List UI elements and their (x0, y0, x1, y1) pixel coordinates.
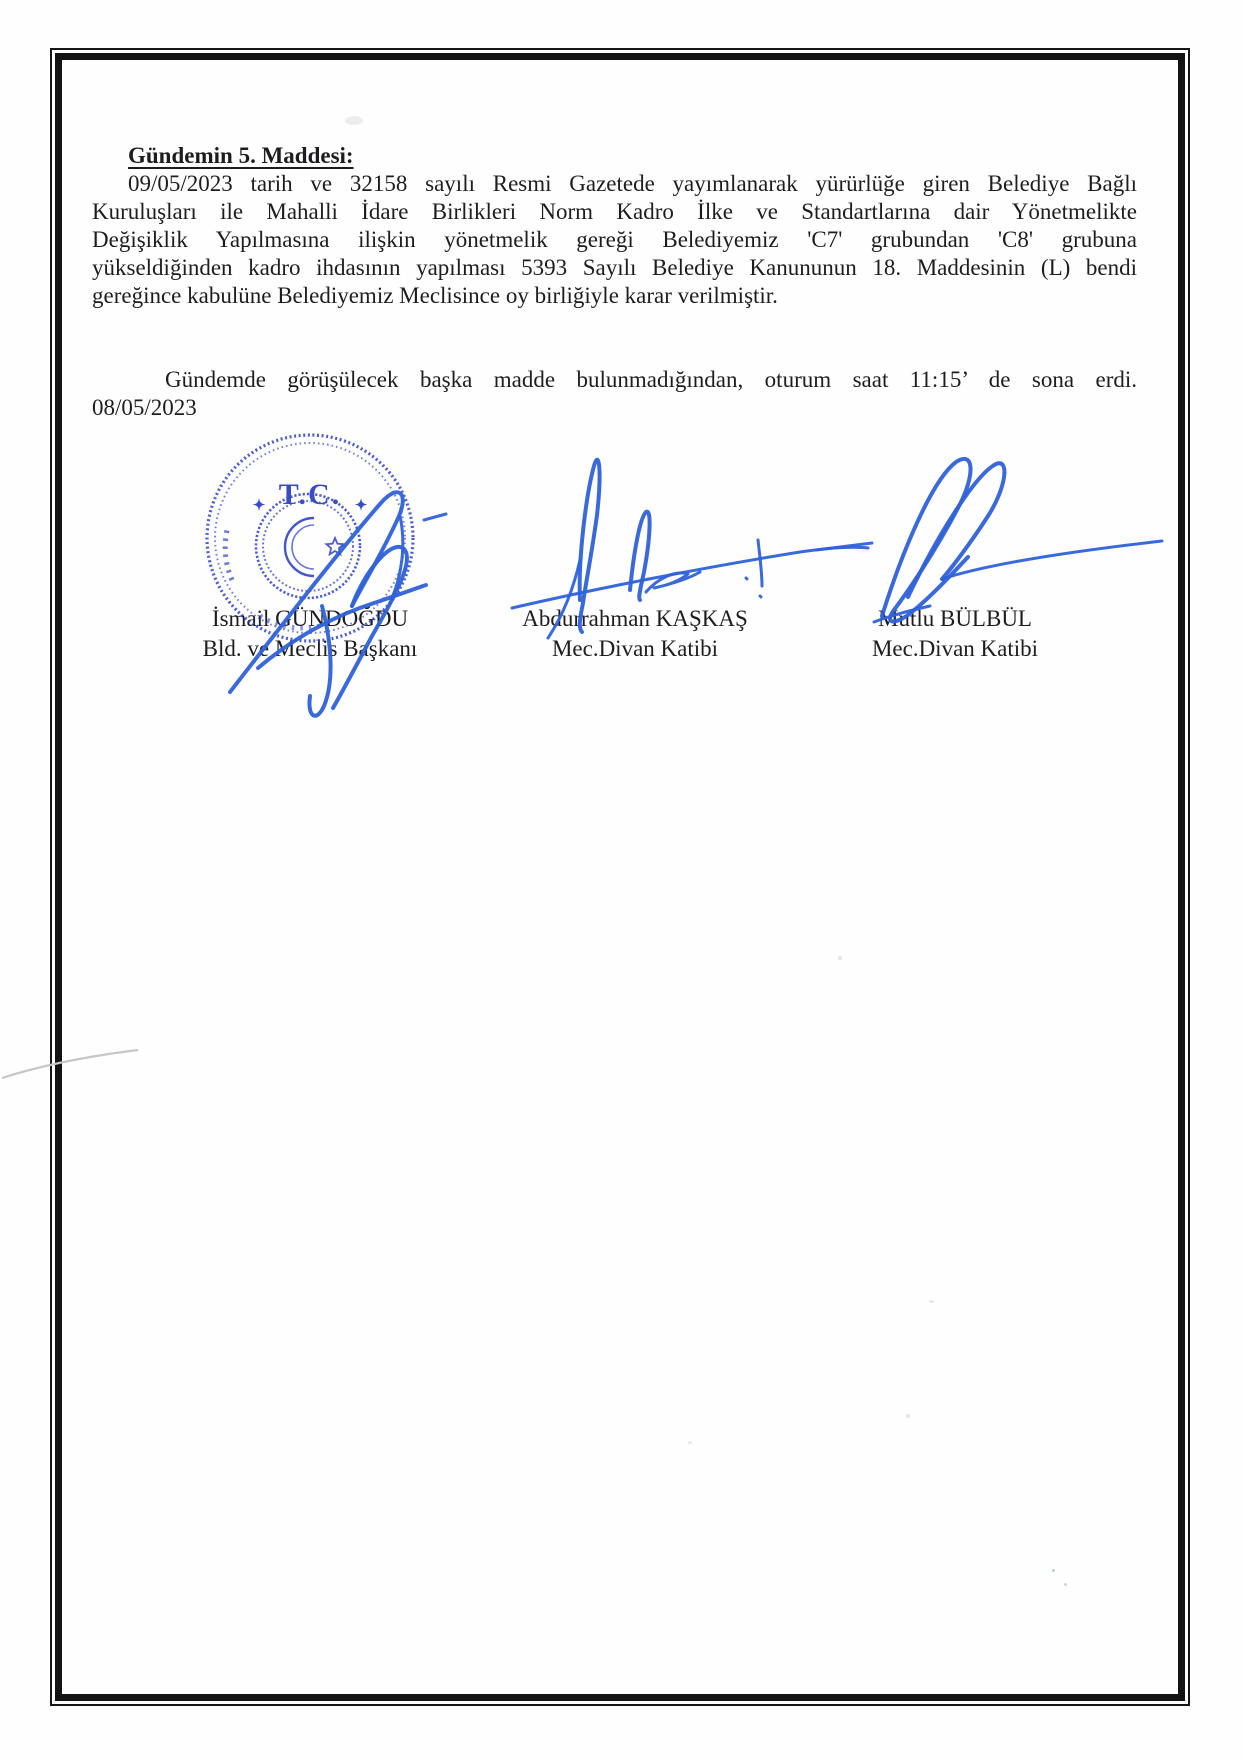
closing-paragraph (92, 366, 1137, 422)
paragraph-line: gereğince kabulüne Belediyemiz Meclisince oy birliğiyle karar verilmiştir. (92, 283, 778, 308)
stamp-star-right: ✦ (354, 498, 368, 514)
signatory-block (800, 604, 1110, 664)
signatory-title: Bld. ve Meclis Başkanı (202, 636, 418, 661)
scan-artifact (0, 1040, 140, 1092)
paragraph-line: 09/05/2023 tarih ve 32158 sayılı Resmi Gazetede yayımlanarak yürürlüğe giren Belediye Bağlı (128, 171, 1137, 196)
tc-official-stamp-icon (202, 430, 418, 646)
scan-artifact (929, 1300, 934, 1303)
signatory-name: Abdurrahman KAŞKAŞ (522, 606, 748, 631)
scan-artifact (906, 1414, 910, 1418)
scan-artifact (688, 1441, 692, 1444)
section-heading: Gündemin 5. Maddesi: (128, 143, 354, 168)
document-content (92, 60, 1137, 422)
paragraph-line: Gündemde görüşülecek başka madde bulunmadığından, oturum saat 11:15’ de sona erdi. (165, 367, 1137, 392)
paragraph-line: yükseldiğinden kadro ihdasının yapılması 5393 Sayılı Belediye Kanununun 18. Maddesinin (L) bendi (92, 255, 1137, 280)
signatory-name: Mutlu BÜLBÜL (878, 606, 1032, 631)
signatory-block (480, 604, 790, 664)
signatory-title: Mec.Divan Katibi (871, 636, 1039, 661)
crescent-icon (285, 518, 314, 576)
paragraph-line: Kuruluşları ile Mahalli İdare Birlikleri Norm Kadro İlke ve Standartlarına dair Yönetmelikte (92, 199, 1137, 224)
stamp-star-left: ✦ (252, 498, 266, 514)
scan-artifact (1052, 1569, 1055, 1572)
scan-artifact (838, 956, 842, 960)
signatory-name: İsmail GÜNDOĞDU (211, 606, 409, 631)
scan-artifact (345, 116, 363, 125)
stamp-arc-lettering (225, 526, 232, 580)
scan-artifact (1064, 1583, 1067, 1586)
paragraph-line: Değişiklik Yapılmasına ilişkin yönetmelik gereği Belediyemiz 'C7' grubundan 'C8' grubuna (92, 227, 1137, 252)
stamp-arc-lettering (260, 616, 320, 628)
stamp-top-text: T.C. (278, 478, 342, 511)
session-date: 08/05/2023 (92, 395, 197, 420)
star-icon (326, 538, 343, 554)
resolution-paragraph (92, 170, 1137, 310)
signatory-title: Mec.Divan Katibi (551, 636, 719, 661)
